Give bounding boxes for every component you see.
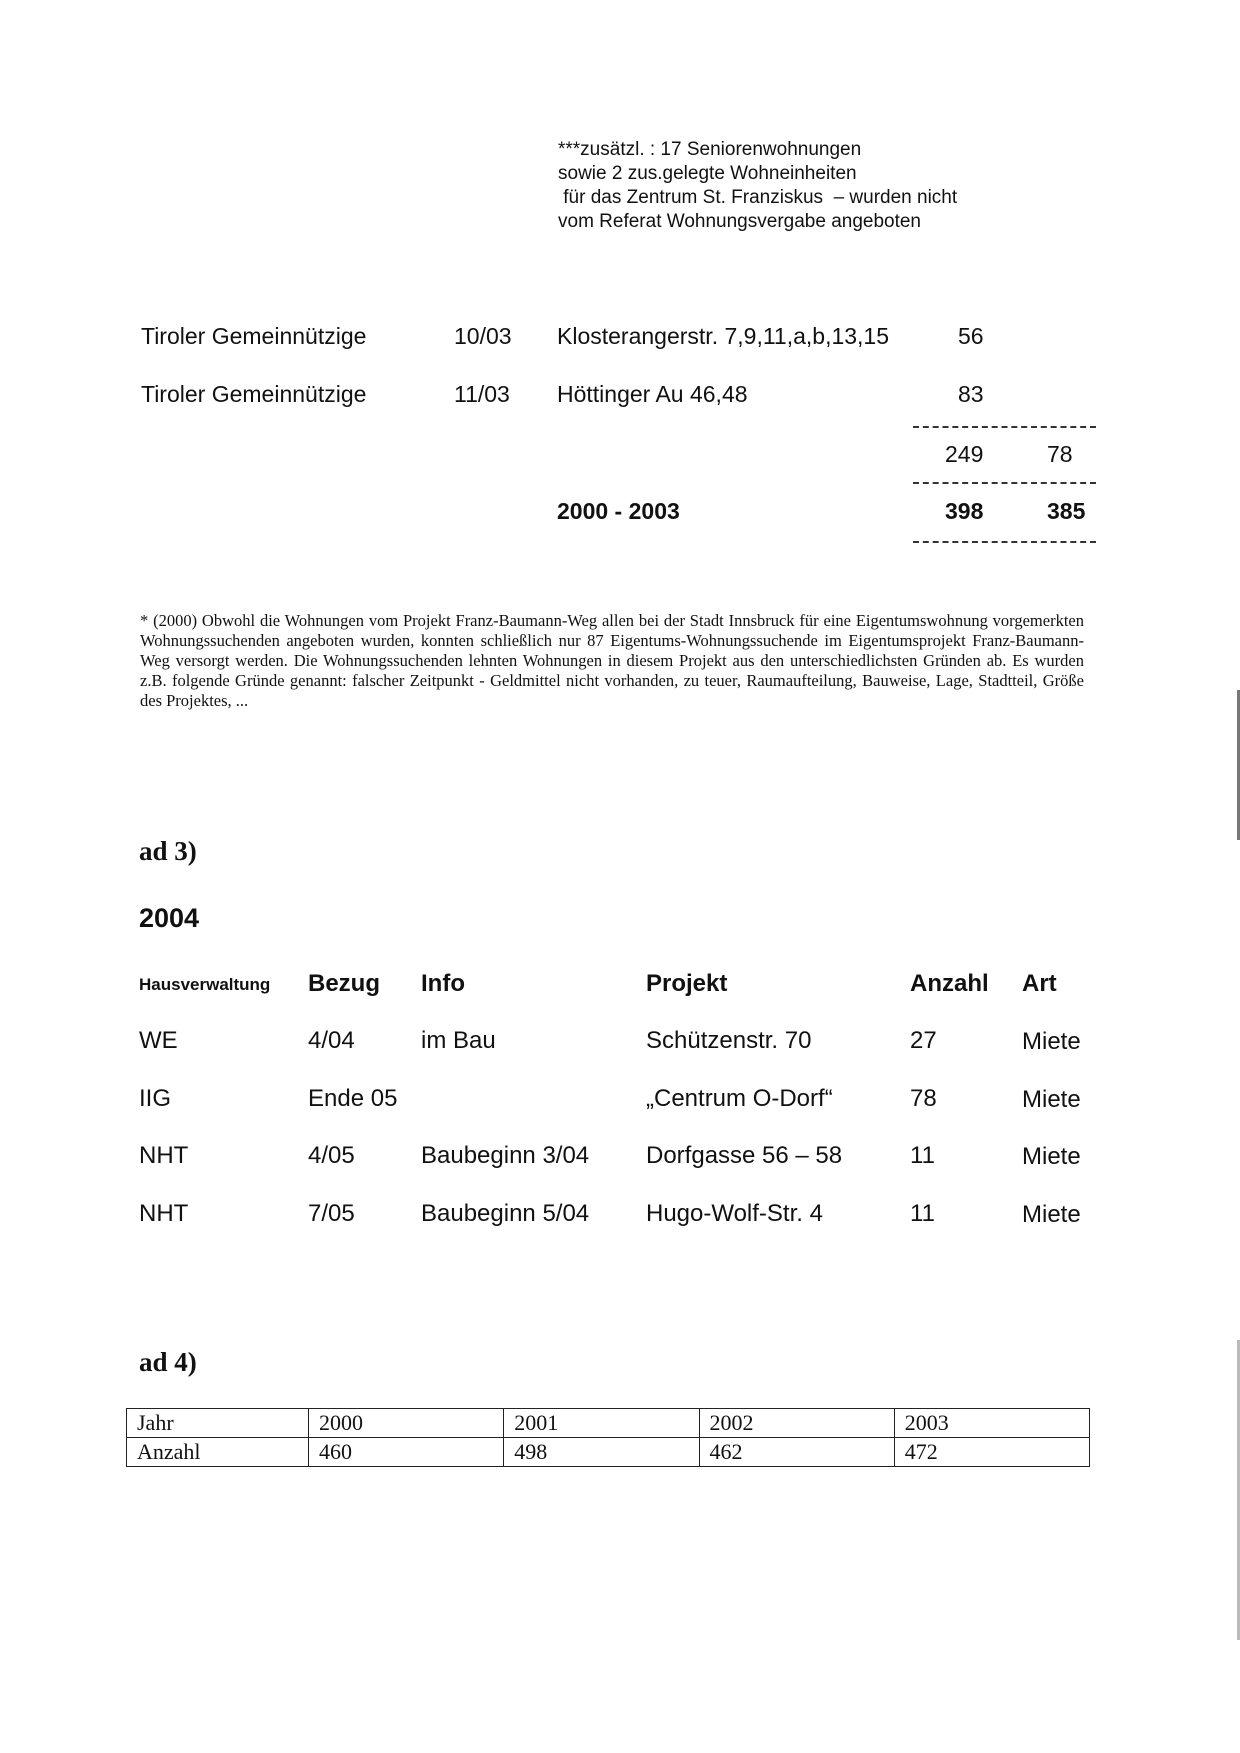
summary-projekt: Klosterangerstr. 7,9,11,a,b,13,15: [557, 323, 890, 349]
row-art: Miete: [1022, 1086, 1081, 1113]
row-art: Miete: [1022, 1143, 1081, 1170]
summary-verwaltung: Tiroler Gemeinnützige: [141, 323, 367, 349]
row-art: Miete: [1022, 1201, 1081, 1228]
row-projekt: Schützenstr. 70: [646, 1027, 812, 1054]
total-label: 2000 - 2003: [557, 498, 680, 524]
row-info: Baubeginn 5/04: [421, 1200, 590, 1227]
header-info: Info: [421, 970, 465, 997]
note-line: ***zusätzl. : 17 Seniorenwohnungen: [558, 139, 862, 160]
table-cell-count: 472: [894, 1438, 1089, 1467]
subtotal-b: 78: [1047, 441, 1073, 467]
row-projekt: „Centrum O-Dorf“: [646, 1085, 833, 1112]
note-line: sowie 2 zus.gelegte Wohneinheiten: [558, 163, 857, 184]
table-row: [127, 1409, 1090, 1438]
header-bezug: Bezug: [308, 970, 380, 997]
row-anzahl: 78: [910, 1085, 937, 1112]
summary-projekt: Höttinger Au 46,48: [557, 381, 748, 407]
section-heading-ad4: ad 4): [139, 1347, 197, 1377]
section-heading-ad3: ad 3): [139, 836, 197, 866]
table-row: [127, 1438, 1090, 1467]
note-line: für das Zentrum St. Franziskus – wurden nicht: [558, 187, 958, 208]
dashed-separator: [913, 541, 1096, 543]
table-cell-label: Jahr: [127, 1409, 309, 1438]
row-anzahl: 27: [910, 1027, 937, 1054]
section-year: 2004: [139, 903, 200, 933]
subtotal-a: 249: [945, 441, 984, 467]
table-cell-count: 498: [504, 1438, 699, 1467]
row-anzahl: 11: [910, 1200, 935, 1227]
total-a: 398: [945, 498, 984, 524]
row-projekt: Hugo-Wolf-Str. 4: [646, 1200, 823, 1227]
table-cell-count: 460: [309, 1438, 504, 1467]
row-info: Baubeginn 3/04: [421, 1142, 590, 1169]
row-hausverwaltung: IIG: [139, 1085, 172, 1112]
summary-datum: 11/03: [454, 381, 510, 407]
header-hausverwaltung: Hausverwaltung: [139, 975, 271, 994]
note-line: vom Referat Wohnungsvergabe angeboten: [558, 211, 922, 232]
header-art: Art: [1022, 970, 1057, 997]
summary-anzahl: 83: [958, 381, 984, 407]
row-anzahl: 11: [910, 1142, 935, 1169]
summary-datum: 10/03: [454, 323, 512, 349]
summary-verwaltung: Tiroler Gemeinnützige: [141, 381, 367, 407]
row-info: im Bau: [421, 1027, 496, 1054]
header-projekt: Projekt: [646, 970, 728, 997]
dashed-separator: [913, 482, 1096, 484]
table-cell-year: 2003: [894, 1409, 1089, 1438]
row-bezug: 7/05: [308, 1200, 355, 1227]
table-cell-count: 462: [699, 1438, 894, 1467]
footnote: * (2000) Obwohl die Wohnungen vom Projekt Franz-Baumann-Weg allen bei der Stadt Innsbruck für eine Eigentumswohnung vorgemerkten Wohnungssuchenden angeboten wurden, konnten schließlich nur 87 Eigentums-Wohnungssuchende im Eigentumsprojekt Franz-Baumann-Weg versorgt werden. Die Wohnungssuchenden lehnten Wohnungen in diesem Projekt aus den unterschiedlichsten Gründen ab. Es wurden z.B. folgende Gründe genannt: falscher Zeitpunkt - Geldmittel nicht vorhanden, zu teuer, Raumaufteilung, Bauweise, Lage, Stadtteil, Größe des Projektes, ...: [140, 611, 1084, 710]
row-bezug: Ende 05: [308, 1085, 398, 1112]
yearly-count-table: [126, 1408, 1090, 1467]
table-cell-year: 2002: [699, 1409, 894, 1438]
summary-anzahl: 56: [958, 323, 984, 349]
row-art: Miete: [1022, 1028, 1081, 1055]
row-bezug: 4/05: [308, 1142, 355, 1169]
row-hausverwaltung: WE: [139, 1027, 178, 1054]
table-cell-year: 2000: [309, 1409, 504, 1438]
additional-units-note: [558, 138, 957, 234]
header-anzahl: Anzahl: [910, 970, 989, 997]
table-cell-label: Anzahl: [127, 1438, 309, 1467]
row-projekt: Dorfgasse 56 – 58: [646, 1142, 843, 1169]
dashed-separator: [913, 426, 1096, 428]
row-hausverwaltung: NHT: [139, 1142, 189, 1169]
row-hausverwaltung: NHT: [139, 1200, 189, 1227]
row-bezug: 4/04: [308, 1027, 355, 1054]
table-cell-year: 2001: [504, 1409, 699, 1438]
total-b: 385: [1047, 498, 1086, 524]
